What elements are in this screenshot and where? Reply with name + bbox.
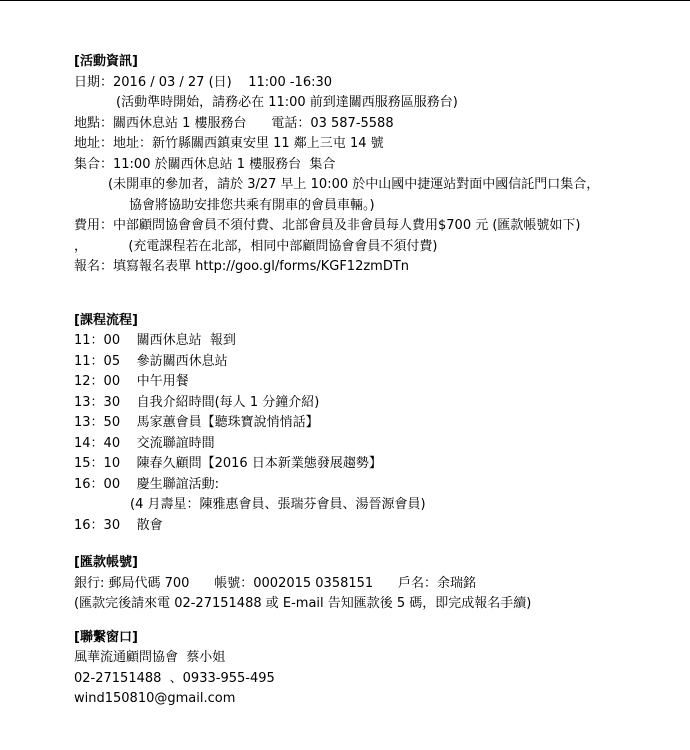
schedule-item: 16：30 散會 — [74, 517, 163, 533]
contact-org: 風華流通顧問協會 蔡小姐 — [74, 650, 226, 665]
schedule-item: 13：30 自我介紹時間(每人 1 分鐘介紹) — [74, 394, 320, 410]
event-location: 地點：關西休息站 1 樓服務台 電話：03 587-5588 — [74, 115, 394, 131]
section-spacer — [74, 536, 674, 553]
remittance-heading: [匯款帳號] — [74, 555, 138, 570]
schedule-item: 12：00 中午用餐 — [74, 374, 189, 389]
schedule-item: 14：40 交流聯誼時間 — [74, 435, 215, 451]
section-spacer — [74, 278, 674, 311]
event-gather: 集合：11:00 於關西休息站 1 樓服務台 集合 — [74, 156, 336, 172]
schedule-item: 13：50 馬家蕙會員【聽珠寶說悄悄話】 — [74, 415, 319, 430]
remittance-note: (匯款完後請來電 02-27151488 或 E-mail 告知匯款後 5 碼，即完成報名手續) — [74, 596, 532, 611]
top-divider — [0, 0, 690, 1]
event-fee: 費用：中部顧問協會會員不須付費、北部會員及非會員每人費用$700 元 (匯款帳號如下) — [74, 218, 581, 233]
event-fee-note: ， (充電課程若在北部，相同中部顧問協會會員不須付費) — [74, 238, 438, 254]
event-announcement — [74, 52, 674, 710]
section-spacer — [74, 615, 674, 628]
schedule-item: 15：10 陳春久顧問【2016 日本新業態發展趨勢】 — [74, 456, 382, 471]
event-date-note: (活動準時開始，請務必在 11:00 前到達關西服務區服務台) — [116, 95, 458, 110]
contact-email: wind150810@gmail.com — [74, 691, 236, 706]
schedule-item: 11：00 關西休息站 報到 — [74, 333, 236, 348]
event-register: 報名：填寫報名表單 http://goo.gl/forms/KGF12zmDTn — [74, 259, 410, 274]
remittance-section — [74, 553, 674, 615]
event-date: 日期：2016 / 03 / 27 (日) 11:00 -16:30 — [74, 74, 333, 90]
schedule-section — [74, 311, 674, 537]
event-gather-note-1: (未開車的參加者，請於 3/27 早上 10:00 於中山國中捷運站對面中國信託門口集合， — [108, 177, 600, 192]
event-gather-note-2: 協會將協助安排您共乘有開車的會員車輛。) — [129, 197, 375, 213]
remittance-bank: 銀行: 郵局代碼 700 帳號：0002015 0358151 戶名：余瑞銘 — [74, 575, 476, 591]
schedule-item: 16：00 慶生聯誼活動: — [74, 476, 219, 492]
birthday-note: (4 月壽星：陳雅惠會員、張瑞芬會員、湯晉源會員) — [130, 497, 426, 512]
schedule-heading: [課程流程] — [74, 312, 138, 328]
contact-section — [74, 628, 674, 710]
event-info-heading: [活動資訊] — [74, 54, 138, 69]
schedule-item: 11：05 參訪關西休息站 — [74, 353, 228, 369]
event-address: 地址：地址：新竹縣關西鎮東安里 11 鄰上三屯 14 號 — [74, 136, 384, 151]
contact-phone: 02-27151488 、0933-955-495 — [74, 670, 275, 686]
contact-heading: [聯繫窗口] — [74, 629, 138, 645]
event-info-section — [74, 52, 674, 278]
